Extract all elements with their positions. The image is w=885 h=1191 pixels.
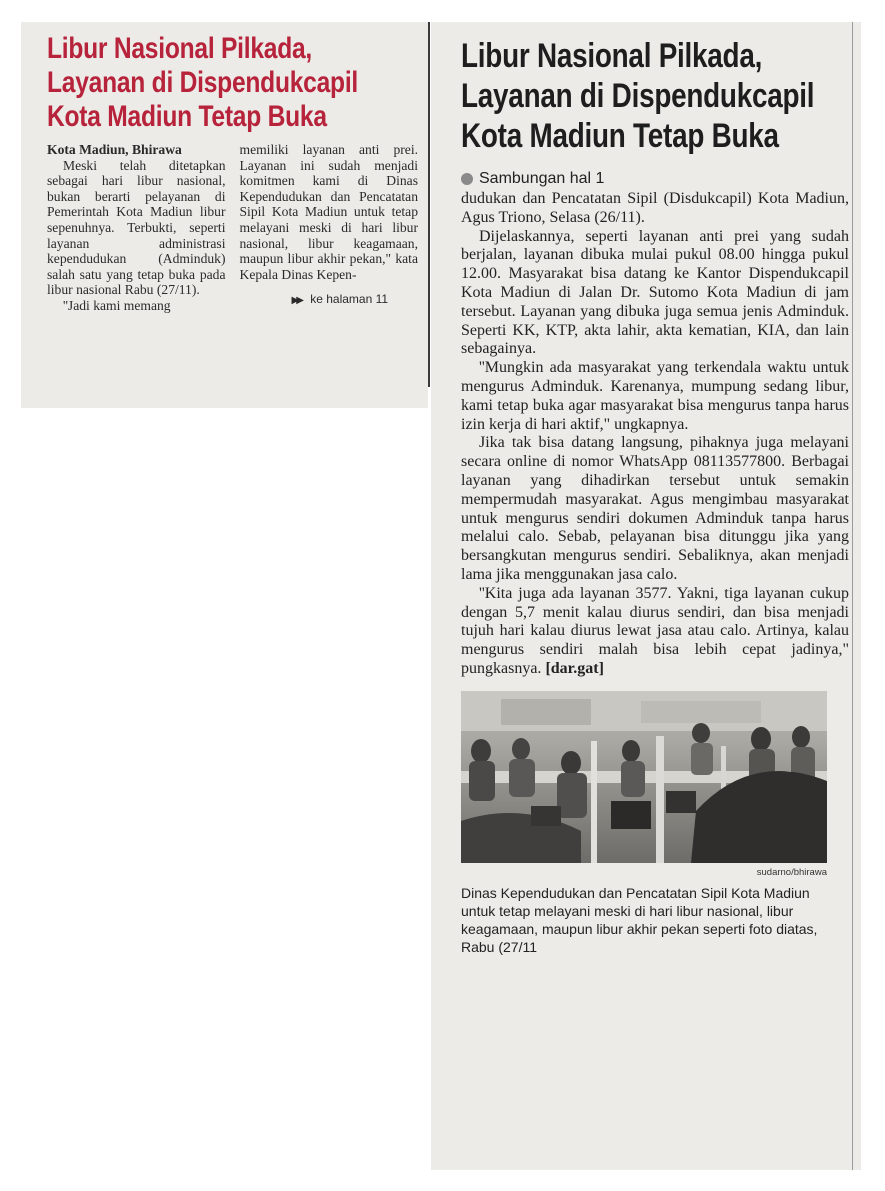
right-paragraph: dudukan dan Pencatatan Sipil (Disdukcapil) Kota Madiun, Agus Triono, Selasa (26/11). <box>461 190 849 226</box>
right-headline-line: Layanan di Dispendukcapil <box>461 77 815 115</box>
right-paragraph: Dijelaskannya, seperti layanan anti prei yang sudah berjalan, layanan dibuka mulai pukul 08.00 hingga pukul 12.00. Masyarakat bisa datang ke Kantor Dispendukcapil Kota Madiun di Jalan Dr. Sutomo Kota Madiun di jam tersebut. Layanan yang dibuka juga semua jenis Adminduk. Seperti KK, KTP, akta lahir, akta kematian, KIA, dan lain sebagainya. <box>461 227 849 358</box>
left-column-1 <box>47 142 226 314</box>
office-service-photo <box>461 691 827 863</box>
left-clipping <box>21 22 428 408</box>
right-paragraph-text: ''Kita juga ada layanan 3577. Yakni, tiga layanan cukup dengan 5,7 menit kalau diurus sendiri, dan bisa menjadi tujuh hari kalau diurus lewat jasa atau calo. Artinya, kalau mengurus sendiri malah bisa lebih cepat jadinya," pungkasnya. <box>461 584 849 677</box>
right-headline <box>461 36 849 156</box>
bullet-dot-icon <box>461 173 473 185</box>
left-headline-line: Kota Madiun Tetap Buka <box>47 100 327 133</box>
double-arrow-icon: ▶▶ <box>291 295 301 307</box>
left-headline <box>47 32 418 134</box>
continued-text: Sambungan hal 1 <box>479 170 605 187</box>
continued-label <box>461 170 849 188</box>
left-paragraph: ''Jadi kami memang <box>63 297 171 313</box>
photo-caption: Dinas Kependudukan dan Pencatatan Sipil Kota Madiun untuk tetap melayani meski di hari libur nasional, libur keagamaan, maupun libur akhir pekan seperti foto diatas, Rabu (27/11 <box>461 884 818 955</box>
right-edge-rule <box>852 22 853 1170</box>
byline: [dar.gat] <box>545 659 604 677</box>
left-paragraph: memiliki layanan anti prei. Layanan ini sudah menjadi komitmen kami di Dinas Kependudukan dan Pencatatan Sipil Kota Madiun untuk tetap melayani meski di hari libur nasional, libur keagamaan, maupun libur akhir pekan," kata Kepala Dinas Kepen- <box>239 142 418 282</box>
photo-illustration <box>461 691 827 863</box>
left-column-2 <box>240 142 419 314</box>
right-paragraph <box>461 585 849 679</box>
column-divider <box>428 22 430 387</box>
left-headline-line: Layanan di Dispendukcapil <box>47 66 358 99</box>
jump-text: ke halaman 11 <box>310 292 389 307</box>
left-headline-line: Libur Nasional Pilkada, <box>47 32 313 65</box>
photo-credit: sudarno/bhirawa <box>756 866 827 878</box>
right-article-body <box>461 190 849 679</box>
left-article-columns <box>47 142 418 314</box>
jump-reference <box>240 292 419 309</box>
right-paragraph: ''Mungkin ada masyarakat yang terkendala waktu untuk mengurus Adminduk. Karenanya, mumpung sedang libur, kami tetap buka agar masyarakat bisa mengurus tanpa harus izin kerja di hari aktif," ungkapnya. <box>461 359 849 433</box>
right-clipping <box>431 22 861 1170</box>
right-paragraph: Jika tak bisa datang langsung, pihaknya juga melayani secara online di nomor WhatsApp 08113577800. Berbagai layanan yang dihadirkan tersebut untuk semakin mempermudah masyarakat. Agus mengimbau masyarakat untuk mengurus sendiri dokumen Adminduk tanpa harus melalui calo. Sebab, pelayanan bisa ditunggu jika yang bersangkutan mengurus sendiri. Sebaliknya, akan menjadi lama jika menggunakan jasa calo. <box>461 434 849 583</box>
dateline: Kota Madiun, Bhirawa <box>47 142 182 157</box>
left-paragraph: Meski telah ditetapkan sebagai hari libur nasional, bukan berarti pelayanan di Pemerintah Kota Madiun libur sepenuhnya. Terbukti, seperti layanan administrasi kependudukan (Adminduk) salah satu yang tetap buka pada libur nasional Rabu (27/11). <box>47 157 226 298</box>
right-headline-line: Libur Nasional Pilkada, <box>461 37 763 75</box>
right-headline-line: Kota Madiun Tetap Buka <box>461 117 779 155</box>
